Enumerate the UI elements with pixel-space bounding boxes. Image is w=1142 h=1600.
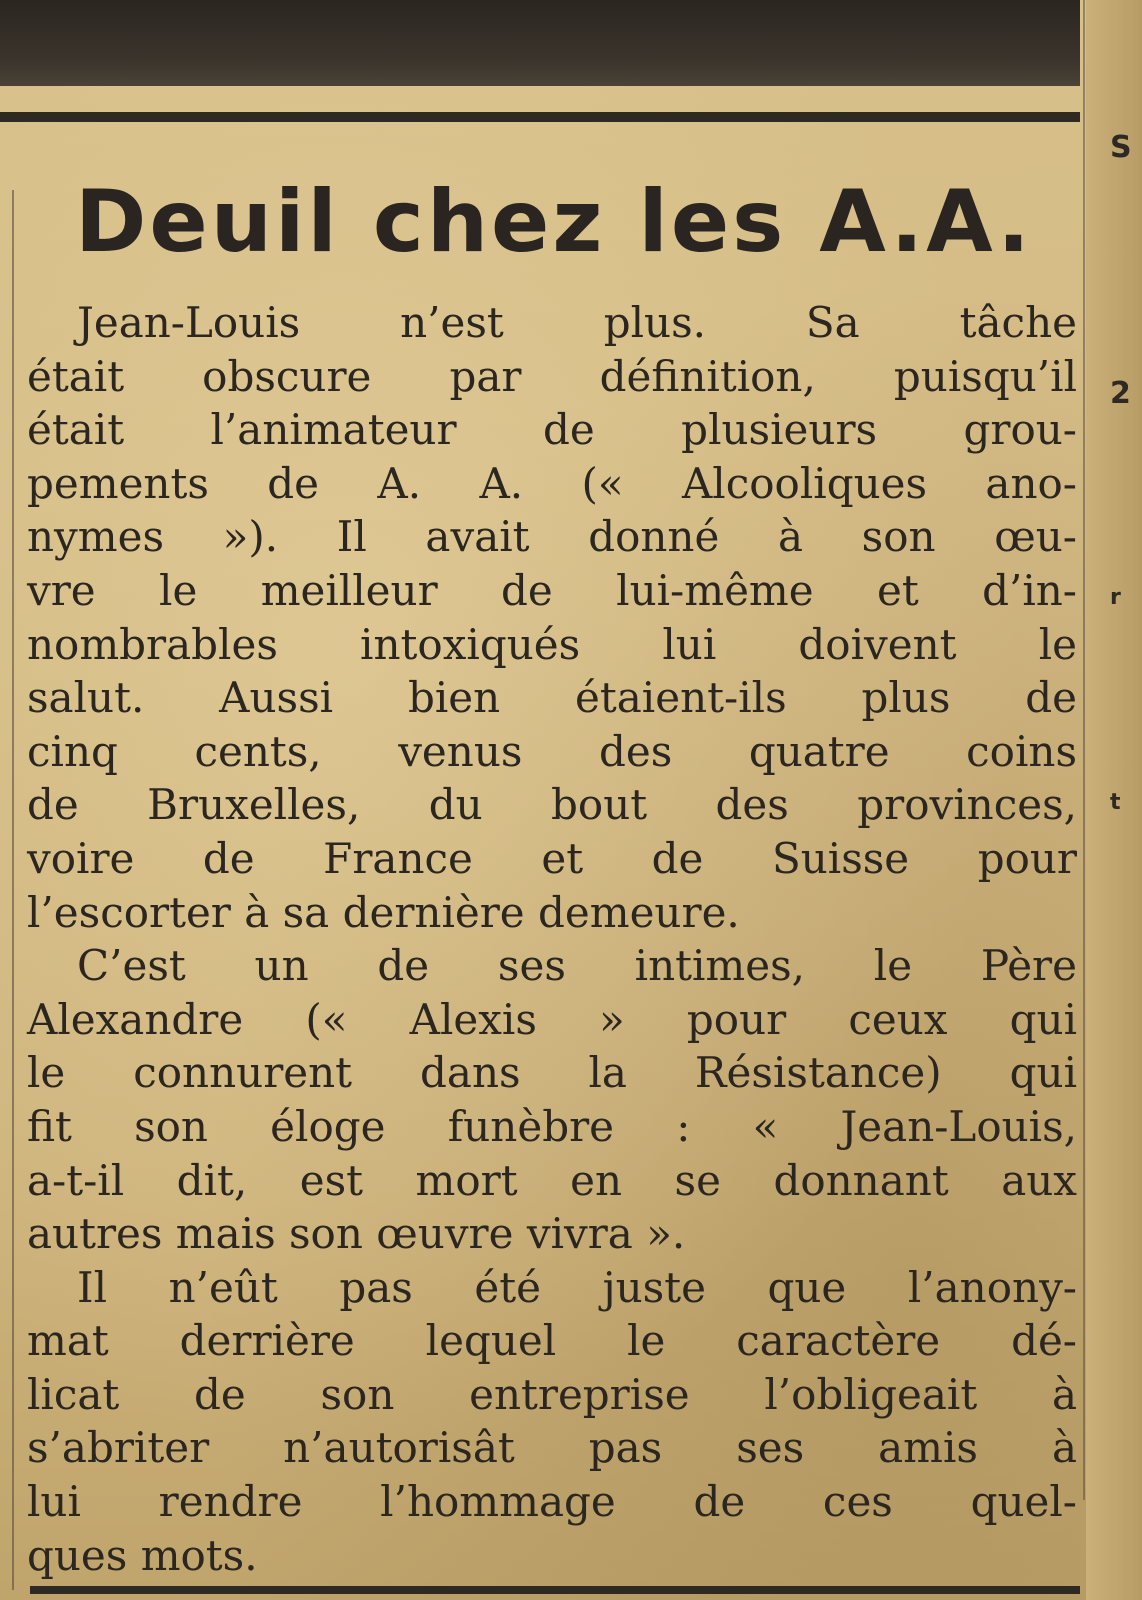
- margin-fragment: t: [1110, 790, 1121, 815]
- article-line: ques mots.: [27, 1530, 258, 1580]
- article-body: [27, 296, 1077, 1582]
- article-line: était obscure par définition, puisqu’il: [27, 351, 1077, 401]
- article-line: s’abriter n’autorisât pas ses amis à: [27, 1423, 1077, 1473]
- article-line: le connurent dans la Résistance) qui: [27, 1048, 1077, 1098]
- article-line: lui rendre l’hommage de ces quel-: [27, 1477, 1077, 1527]
- article-line: cinq cents, venus des quatre coins: [27, 726, 1077, 776]
- article-line: nymes »). Il avait donné à son œu-: [27, 512, 1077, 562]
- article-line: de Bruxelles, du bout des provinces,: [27, 780, 1077, 830]
- article-line: a-t-il dit, est mort en se donnant aux: [27, 1155, 1077, 1205]
- article-line: licat de son entreprise l’obligeait à: [27, 1369, 1077, 1419]
- right-column-rule: [1083, 0, 1085, 1500]
- article-line: vre le meilleur de lui-même et d’in-: [27, 565, 1077, 615]
- top-rule: [0, 112, 1080, 122]
- article-line: autres mais son œuvre vivra ».: [27, 1209, 686, 1259]
- article-line: pements de A. A. (« Alcooliques ano-: [27, 458, 1077, 508]
- article-line: était l’animateur de plusieurs grou-: [27, 405, 1077, 455]
- article-line: l’escorter à sa dernière demeure.: [27, 887, 740, 937]
- bottom-rule: [30, 1586, 1080, 1594]
- margin-fragment: 2: [1110, 376, 1131, 411]
- left-column-rule: [12, 190, 14, 1590]
- article-line: Alexandre (« Alexis » pour ceux qui: [27, 994, 1077, 1044]
- article-line: C’est un de ses intimes, le Père: [77, 941, 1077, 991]
- article-line: voire de France et de Suisse pour: [27, 833, 1077, 883]
- article-headline: Deuil chez les A.A.: [75, 172, 1033, 272]
- article-line: Jean-Louis n’est plus. Sa tâche: [77, 298, 1077, 347]
- top-black-band: [0, 0, 1080, 86]
- article-line: Il n’eût pas été juste que l’anony-: [77, 1262, 1077, 1312]
- margin-fragment: r: [1110, 585, 1121, 610]
- article-line: salut. Aussi bien étaient-ils plus de: [27, 673, 1077, 723]
- article-line: nombrables intoxiqués lui doivent le: [27, 619, 1077, 669]
- margin-fragment: S: [1110, 130, 1132, 165]
- article-line: mat derrière lequel le caractère dé-: [27, 1316, 1077, 1366]
- article-line: fit son éloge funèbre : « Jean-Louis,: [27, 1101, 1077, 1151]
